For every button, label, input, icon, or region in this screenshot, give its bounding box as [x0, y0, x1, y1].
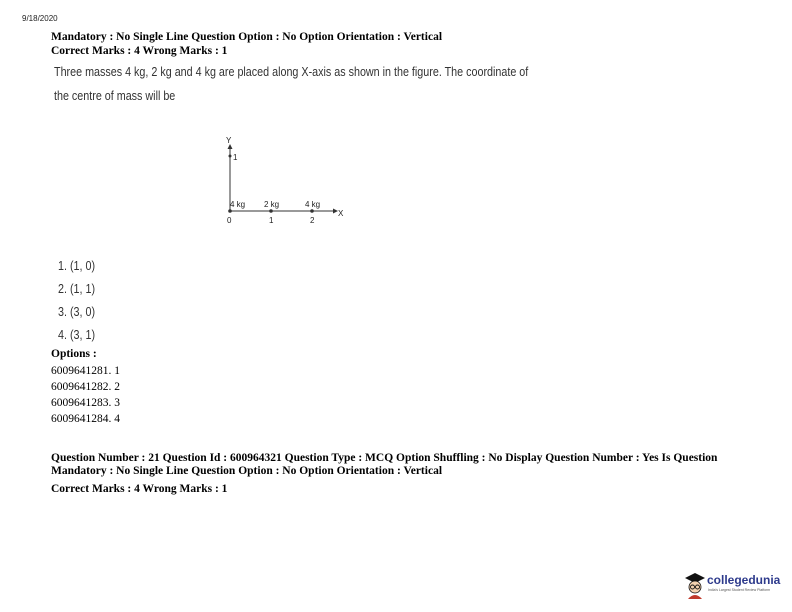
next-question-marks: Correct Marks : 4 Wrong Marks : 1 — [51, 483, 228, 495]
x-axis-label: X — [338, 209, 344, 218]
brand-name: collegedunia — [707, 573, 781, 587]
answer-choice-2: 2. (1, 1) — [58, 282, 96, 296]
option-id-2: 6009641282. 2 — [51, 381, 120, 393]
mass-point-2 — [310, 209, 314, 213]
mass-point-1 — [269, 209, 273, 213]
x-tick-label-2: 2 — [310, 216, 315, 225]
question-text-line-2: the centre of mass will be — [54, 89, 176, 103]
x-tick-label-1: 1 — [269, 216, 274, 225]
mass-label-1: 4 kg — [230, 200, 246, 209]
answer-choice-4: 4. (3, 1) — [58, 328, 96, 342]
mass-label-3: 4 kg — [305, 200, 321, 209]
option-id-3: 6009641283. 3 — [51, 397, 120, 409]
mass-point-0 — [228, 209, 232, 213]
answer-choice-1: 1. (1, 0) — [58, 259, 96, 273]
mass-figure — [220, 136, 360, 231]
question-marks: Correct Marks : 4 Wrong Marks : 1 — [51, 45, 228, 57]
y-tick-label: 1 — [233, 153, 238, 162]
collegedunia-logo-icon — [684, 572, 706, 600]
question-text-line-1: Three masses 4 kg, 2 kg and 4 kg are placed along X-axis as shown in the figure. The coordinate of — [54, 65, 529, 79]
mass-label-2: 2 kg — [264, 200, 280, 209]
brand-tagline: India's Largest Student Review Platform — [708, 588, 771, 592]
options-heading: Options : — [51, 348, 97, 360]
option-id-1: 6009641281. 1 — [51, 365, 120, 377]
y-tick-point — [229, 155, 232, 158]
answer-choice-3: 3. (3, 0) — [58, 305, 96, 319]
print-date: 9/18/2020 — [22, 14, 58, 23]
question-meta: Mandatory : No Single Line Question Option : No Option Orientation : Vertical — [51, 31, 443, 43]
origin-label: 0 — [227, 216, 232, 225]
next-question-meta-line-2: Mandatory : No Single Line Question Option : No Option Orientation : Vertical — [51, 465, 443, 477]
option-id-4: 6009641284. 4 — [51, 413, 120, 425]
next-question-meta-line-1: Question Number : 21 Question Id : 600964321 Question Type : MCQ Option Shuffling : No Display Question Number : Yes Is Question — [51, 452, 718, 464]
y-axis-label: Y — [226, 136, 232, 145]
